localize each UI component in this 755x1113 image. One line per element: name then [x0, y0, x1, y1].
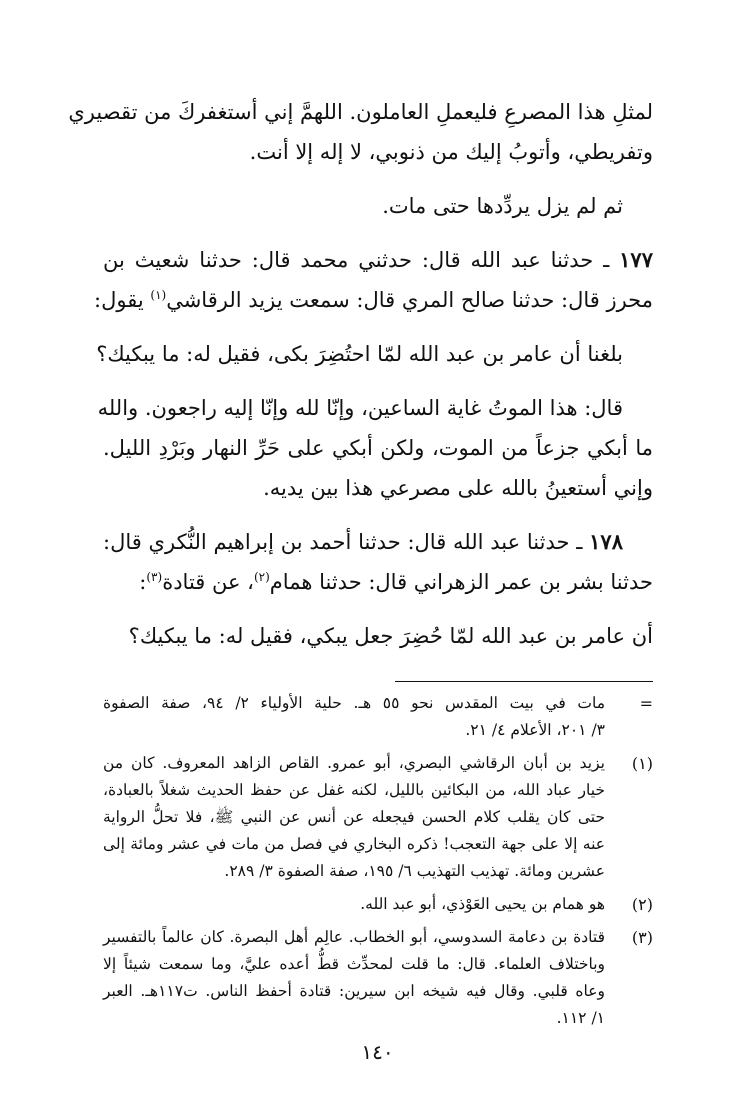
- footnote-line: يزيد بن أبان الرقاشي البصري، أبو عمرو. القاص الزاهد المعروف. كان من: [103, 754, 605, 772]
- narration-header-line: [94, 280, 653, 320]
- page-number: ١٤٠: [361, 1040, 394, 1064]
- footnote-marker: (٢): [631, 895, 653, 914]
- footnote-line: قتادة بن دعامة السدوسي، أبو الخطاب. عالِم أهل البصرة. كان عالماً بالتفسير: [103, 928, 605, 946]
- text-span: محرز قال: حدثنا صالح المري قال: سمعت يزيد الرقاشي: [166, 288, 653, 312]
- text-span: حدثنا بشر بن عمر الزهراني قال: حدثنا همام: [269, 570, 653, 594]
- footnote-line: عشرين ومائة. تهذيب التهذيب ٦/ ١٩٥، صفة الصفوة ٣/ ٢٨٩.: [224, 862, 605, 880]
- paragraph-1: [68, 92, 653, 172]
- narration-header-line: [103, 562, 653, 602]
- footnote-line: وعاه قلبي. وقال فيه شيخه ابن سيرين: قتادة أحفظ الناس. ت١١٧هـ. العبر: [103, 982, 605, 1000]
- footnote-line: عنه إلا على جهة التعجب! ذكره البخاري في فصل من مات في عشر ومائة إلى: [103, 835, 605, 853]
- narration-177: [94, 240, 653, 320]
- footnote-line: مات في بيت المقدس نحو ٥٥ هـ. حلية الأولياء ٢/ ٩٤، صفة الصفوة: [103, 694, 605, 712]
- text-line: لمثلِ هذا المصرعِ فليعملِ العاملون. اللهمَّ إني أستغفركَ من تقصيري: [68, 100, 653, 124]
- text-line: أن عامر بن عبد الله لمّا حُضِرَ جعل يبكي، فقيل له: ما يبكيك؟: [128, 624, 653, 648]
- narration-header-line: [103, 522, 653, 562]
- paragraph-2: [103, 186, 653, 226]
- footnote-line: حتى كان يقلب كلام الحسن فيجعله عن أنس عن النبي ﷺ، فلا تحلُّ الرواية: [103, 808, 605, 826]
- footnote-marker: =: [639, 694, 653, 713]
- footnote-line: وباختلاف العلماء. قال: ما قلت لمحدِّث قطُّ أعده عليَّ، وما سمعت شيئاً إلا: [103, 955, 605, 973]
- footnote-marker: (١): [631, 754, 653, 773]
- paragraph-3: [96, 334, 653, 374]
- footnotes: [103, 690, 653, 1038]
- text-span: ـ حدثنا عبد الله قال: حدثنا أحمد بن إبراهيم النُّكري قال:: [103, 530, 590, 554]
- narration-header-line: [103, 240, 653, 280]
- footnote-3: [103, 924, 653, 1032]
- footnote-line: ٣/ ٢٠١، الأعلام ٤/ ٢١.: [465, 721, 605, 739]
- text-line: بلغنا أن عامر بن عبد الله لمّا احتُضِرَ بكى، فقيل له: ما يبكيك؟: [96, 342, 623, 366]
- footnote-line: ١/ ١١٢.: [556, 1009, 605, 1027]
- text-line: ما أبكي جزعاً من الموت، ولكن أبكي على حَرِّ النهار وبَرْدِ الليل.: [103, 436, 653, 460]
- narration-number: ١٧٨: [589, 529, 623, 554]
- text-line: قال: هذا الموتُ غاية الساعين، وإنّا لله وإنّا إليه راجعون. والله: [97, 396, 623, 420]
- text-span: ـ حدثنا عبد الله قال: حدثني محمد قال: حدثنا شعيث بن: [103, 248, 620, 272]
- footnote-2: [103, 891, 653, 918]
- footnote-ref: (٢): [253, 570, 270, 584]
- footnote-ref: (١): [150, 288, 167, 302]
- text-span: يقول:: [94, 288, 151, 312]
- footnote-separator: [395, 681, 653, 682]
- narration-178: [103, 522, 653, 602]
- main-text: [68, 92, 653, 656]
- footnote-ref: (٣): [146, 570, 163, 584]
- text-line: ثم لم يزل يردِّدها حتى مات.: [382, 194, 623, 218]
- text-line: وإني أستعينُ بالله على مصرعي هذا بين يديه.: [263, 476, 653, 500]
- narration-number: ١٧٧: [619, 247, 653, 272]
- footnote-line: خيار عباد الله، من البكائين بالليل، لكنه غفل عن حفظ الحديث شغلاً بالعبادة،: [103, 781, 605, 799]
- footnote-marker: (٣): [631, 928, 653, 947]
- paragraph-4: [97, 388, 653, 508]
- footnote-line: هو همام بن يحيى العَوْذي، أبو عبد الله.: [360, 895, 605, 913]
- paragraph-5: [103, 616, 653, 656]
- text-span: ، عن قتادة: [162, 570, 254, 594]
- footnote-1: [103, 750, 653, 885]
- text-line: وتفريطي، وأتوبُ إليك من ذنوبي، لا إله إلا أنت.: [249, 140, 653, 164]
- text-span: :: [139, 570, 147, 594]
- footnote-continued: [103, 690, 653, 744]
